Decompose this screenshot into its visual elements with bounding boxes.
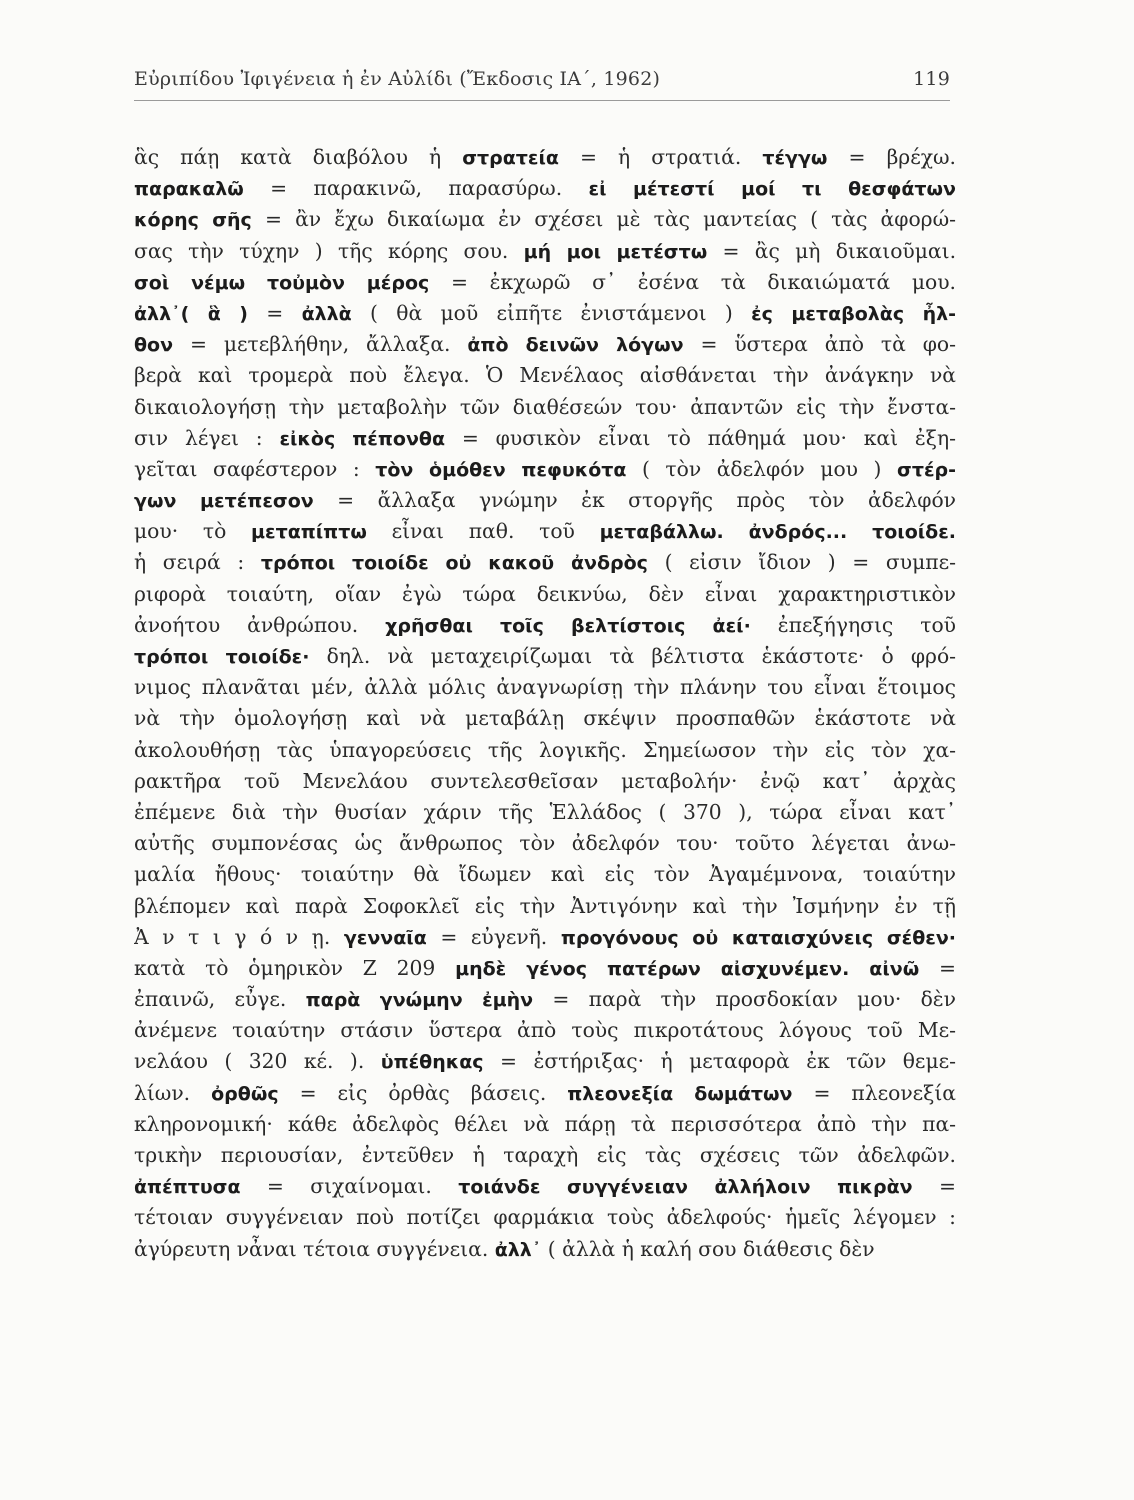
gloss-text: ἐπεξήγησις τοῦ bbox=[750, 612, 956, 637]
gloss-text: σιν λέγει : bbox=[134, 425, 280, 450]
text-line bbox=[134, 641, 956, 672]
lemma: θον bbox=[134, 334, 174, 357]
gloss-text: κληρονομική· κάθε ἀδελφὸς θέλει νὰ πάρῃ τὰ περισσότερα ἀπὸ τὴν πα- bbox=[134, 1111, 956, 1136]
running-header bbox=[134, 68, 950, 90]
gloss-text: νιμος πλανᾶται μέν, ἀλλὰ μόλις ἀναγνωρίσῃ τὴν πλάνην του εἶναι ἕτοιμος bbox=[134, 675, 956, 700]
text-line bbox=[134, 392, 956, 423]
lemma: στρατεία bbox=[462, 147, 559, 169]
gloss-text: = bbox=[912, 1174, 956, 1199]
gloss-text: = παρὰ τὴν προσδοκίαν μου· δὲν bbox=[533, 987, 956, 1012]
lemma: τὸν ὁμόθεν πεφυκότα bbox=[375, 458, 627, 481]
text-line bbox=[134, 797, 956, 828]
lemma: σοὶ νέμω τοὐμὸν μέρος bbox=[134, 271, 430, 294]
text-line bbox=[134, 173, 956, 204]
lemma: μεταπίπτω bbox=[251, 521, 367, 544]
gloss-text: = ἄλλαξα γνώμην ἐκ στοργῆς πρὸς τὸν ἀδελφόν bbox=[313, 488, 956, 513]
lemma: τρόποι τοιοίδε· bbox=[134, 646, 310, 668]
gloss-text: ἀνέμενε τοιαύτην στάσιν ὕστερα ἀπὸ τοὺς πικροτάτους λόγους τοῦ Με- bbox=[134, 1018, 956, 1043]
lemma: τρόποι τοιοίδε οὐ κακοῦ ἀνδρὸς bbox=[260, 552, 648, 575]
gloss-text: ρακτῆρα τοῦ Μενελάου συντελεσθεῖσαν μεταβολήν· ἐνῷ κατ᾿ ἀρχὰς bbox=[134, 768, 956, 793]
text-line bbox=[134, 516, 956, 547]
text-line bbox=[134, 766, 956, 797]
text-line bbox=[134, 1078, 956, 1109]
gloss-text: = παρακινῶ, παρασύρω. bbox=[243, 176, 589, 201]
gloss-text: = εἰς ὀρθὰς βάσεις. bbox=[278, 1080, 568, 1105]
text-line bbox=[134, 703, 956, 734]
text-line bbox=[134, 267, 956, 298]
text-line bbox=[134, 547, 956, 578]
gloss-text: εἶναι παθ. τοῦ bbox=[366, 519, 600, 544]
gloss-text: μαλία ἤθους· τοιαύτην θὰ ἴδωμεν καὶ εἰς τὸν Ἀγαμέμνονα, τοιαύτην bbox=[134, 862, 956, 887]
text-line bbox=[134, 859, 956, 890]
gloss-text: βερὰ καὶ τρομερὰ ποὺ ἔλεγα. Ὁ Μενέλαος αἰσθάνεται τὴν ἀνάγκην νὰ bbox=[134, 363, 956, 388]
text-line bbox=[134, 329, 956, 360]
gloss-text: βλέπομεν καὶ παρὰ Σοφοκλεῖ εἰς τὴν Ἀντιγόνην καὶ τὴν Ἰσμήνην ἐν τῇ bbox=[134, 893, 956, 918]
gloss-text: = ἐστήριξας· ἡ μεταφορὰ ἐκ τῶν θεμε- bbox=[483, 1049, 956, 1074]
gloss-text: ἐπέμενε διὰ τὴν θυσίαν χάριν τῆς Ἑλλάδος ( 370 ), τώρα εἶναι κατ᾿ bbox=[134, 799, 956, 824]
text-line bbox=[134, 735, 956, 766]
running-title: Εὐριπίδου Ἰφιγένεια ἡ ἐν Αὐλίδι (Ἔκδοσις ΙΑ΄, 1962) bbox=[134, 68, 661, 90]
gloss-text: τέτοιαν συγγένειαν ποὺ ποτίζει φαρμάκια τοὺς ἀδελφούς· ἡμεῖς λέγομεν : bbox=[134, 1205, 956, 1230]
lemma: κόρης σῆς bbox=[134, 209, 252, 232]
gloss-text: ( τὸν ἀδελφόν μου ) bbox=[626, 456, 898, 481]
page-number: 119 bbox=[913, 68, 950, 90]
lemma: πλεονεξία δωμάτων bbox=[567, 1082, 793, 1105]
lemma: χρῆσθαι τοῖς βελτίστοις ἀεί· bbox=[385, 614, 751, 637]
text-line bbox=[134, 204, 956, 235]
lemma: ἀλλ᾿( ἃ ) bbox=[134, 302, 248, 325]
lemma: τοιάνδε συγγένειαν ἀλλήλοιν πικρὰν bbox=[458, 1176, 913, 1199]
text-line bbox=[134, 672, 956, 703]
text-line bbox=[134, 922, 956, 953]
gloss-text: κατὰ τὸ ὁμηρικὸν Ζ 209 bbox=[134, 955, 456, 980]
gloss-text: αὐτῆς συμπονέσας ὡς ἄνθρωπος τὸν ἀδελφόν του· τοῦτο λέγεται ἀνω- bbox=[134, 831, 956, 856]
gloss-text: ἀκολουθήσῃ τὰς ὑπαγορεύσεις τῆς λογικῆς. Σημείωσον τὴν εἰς τὸν χα- bbox=[134, 737, 956, 762]
text-line bbox=[134, 610, 956, 641]
commentary-text bbox=[134, 142, 956, 1265]
gloss-text: = πλεονεξία bbox=[792, 1080, 956, 1105]
text-line bbox=[134, 1046, 956, 1077]
gloss-text: ( εἰσιν ἴδιον ) = συμπε- bbox=[647, 550, 956, 575]
text-line bbox=[134, 454, 956, 485]
gloss-text: = ἂν ἔχω δικαίωμα ἐν σχέσει μὲ τὰς μαντείας ( τὰς ἀφορώ- bbox=[251, 207, 956, 232]
lemma: γων μετέπεσον bbox=[134, 490, 314, 513]
header-rule bbox=[134, 100, 950, 101]
text-line bbox=[134, 1202, 956, 1233]
gloss-text: = ἐκχωρῶ σ᾿ ἐσένα τὰ δικαιώματά μου. bbox=[429, 269, 956, 294]
lemma: ὑπέθηκας bbox=[380, 1051, 484, 1074]
lemma: παρὰ γνώμην ἐμὴν bbox=[305, 989, 534, 1012]
text-line bbox=[134, 423, 956, 454]
text-line bbox=[134, 485, 956, 516]
lemma: μή μοι μετέστω bbox=[523, 240, 708, 263]
gloss-text: ριφορὰ τοιαύτη, οἵαν ἐγὼ τώρα δεικνύω, δὲν εἶναι χαρακτηριστικὸν bbox=[134, 581, 956, 606]
lemma: στέρ- bbox=[897, 458, 956, 481]
gloss-text: ἃς πάῃ κατὰ διαβόλου ἡ bbox=[134, 145, 463, 169]
gloss-text: ἡ σειρά : bbox=[134, 550, 261, 575]
text-line bbox=[134, 1015, 956, 1046]
gloss-text: = ὕστερα ἀπὸ τὰ φο- bbox=[683, 332, 956, 357]
gloss-text: = bbox=[247, 300, 302, 325]
text-line bbox=[134, 298, 956, 329]
gloss-text: ( θὰ μοῦ εἰπῆτε ἐνιστάμενοι ) bbox=[351, 300, 752, 325]
text-line bbox=[134, 236, 956, 267]
text-line bbox=[134, 1171, 956, 1202]
gloss-text: ἀνοήτου ἀνθρώπου. bbox=[134, 612, 386, 637]
gloss-text: = μετεβλήθην, ἄλλαξα. bbox=[173, 332, 468, 357]
text-line bbox=[134, 1140, 956, 1171]
lemma: ἀπέπτυσα bbox=[134, 1176, 241, 1199]
gloss-text: = bbox=[919, 955, 956, 980]
text-line bbox=[134, 142, 956, 173]
gloss-text: ἐπαινῶ, εὖγε. bbox=[134, 987, 306, 1012]
text-line bbox=[134, 1234, 956, 1265]
gloss-text: = ἡ στρατιά. bbox=[558, 145, 763, 169]
lemma: ἀπὸ δεινῶν λόγων bbox=[467, 334, 684, 357]
gloss-text: σας τὴν τύχην ) τῆς κόρης σου. bbox=[134, 238, 524, 263]
lemma: εἰ μέτεστί μοί τι θεσφάτων bbox=[588, 178, 956, 201]
lemma: μηδὲ γένος πατέρων αἰσχυνέμεν. αἰνῶ bbox=[455, 957, 920, 980]
gloss-text: δηλ. νὰ μεταχειρίζωμαι τὰ βέλτιστα ἑκάστοτε· ὁ φρό- bbox=[309, 644, 956, 668]
lemma: μεταβάλλω. ἀνδρός... τοιοίδε. bbox=[599, 521, 956, 544]
text-line bbox=[134, 984, 956, 1015]
lemma: ἀλλὰ bbox=[301, 302, 352, 325]
gloss-text: ( ἀλλὰ ἡ καλή σου διάθεσις δὲν bbox=[541, 1236, 875, 1261]
lemma: τέγγω bbox=[762, 147, 828, 169]
lemma: παρακαλῶ bbox=[134, 178, 244, 201]
gloss-text: νελάου ( 320 κέ. ). bbox=[134, 1049, 381, 1074]
lemma: ἀλλ᾿ bbox=[494, 1238, 542, 1261]
gloss-text: νὰ τὴν ὁμολογήσῃ καὶ νὰ μεταβάλῃ σκέψιν προσπαθῶν ἑκάστοτε νὰ bbox=[134, 706, 956, 731]
gloss-text: τρικὴν περιουσίαν, ἐντεῦθεν ἡ ταραχὴ εἰς τὰς σχέσεις τῶν ἀδελφῶν. bbox=[134, 1143, 956, 1167]
gloss-text: μου· τὸ bbox=[134, 519, 252, 544]
text-line bbox=[134, 891, 956, 922]
lemma: ἐς μεταβολὰς ἦλ- bbox=[751, 302, 956, 325]
gloss-text: ἀγύρευτη νἆναι τέτοια συγγένεια. bbox=[134, 1236, 495, 1261]
gloss-text: = σιχαίνομαι. bbox=[240, 1174, 459, 1199]
text-line bbox=[134, 828, 956, 859]
gloss-text: = βρέχω. bbox=[827, 145, 956, 169]
text-line bbox=[134, 360, 956, 391]
lemma: εἰκὸς πέπονθα bbox=[279, 427, 445, 450]
gloss-text: = εὐγενῆ. bbox=[426, 924, 561, 949]
gloss-text: γεῖται σαφέστερον : bbox=[134, 456, 376, 481]
text-line bbox=[134, 953, 956, 984]
gloss-text: = ἂς μὴ δικαιοῦμαι. bbox=[707, 238, 956, 263]
text-line bbox=[134, 579, 956, 610]
gloss-text: = φυσικὸν εἶναι τὸ πάθημά μου· καὶ ἐξη- bbox=[445, 425, 956, 450]
gloss-text: δικαιολογήσῃ τὴν μεταβολὴν τῶν διαθέσεών του· ἀπαντῶν εἰς τὴν ἔνστα- bbox=[134, 394, 956, 419]
lemma: ὀρθῶς bbox=[211, 1082, 279, 1105]
text-line bbox=[134, 1109, 956, 1140]
gloss-text: Ἀ ν τ ι γ ό ν ῃ. bbox=[134, 924, 344, 949]
gloss-text: λίων. bbox=[134, 1080, 212, 1105]
lemma: προγόνους οὐ καταισχύνεις σέθεν· bbox=[560, 926, 956, 949]
lemma: γενναῖα bbox=[343, 926, 427, 949]
